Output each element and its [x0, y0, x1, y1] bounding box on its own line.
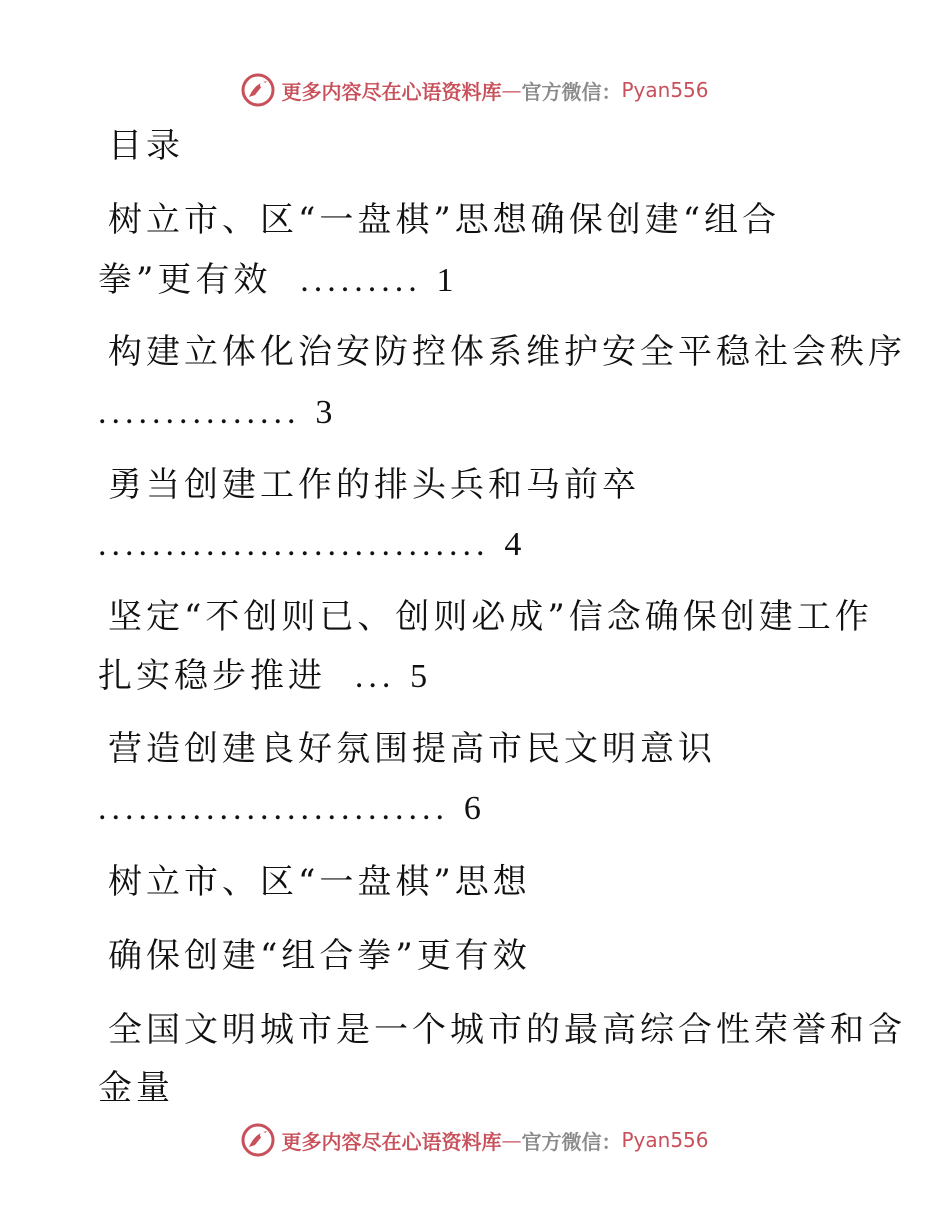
toc-entry-5-leader: .......................... — [98, 790, 449, 827]
toc-entry-2-page: 3 — [315, 394, 337, 431]
pen-logo-icon — [241, 73, 275, 107]
article-title-line-2: 确保创建“组合拳”更有效 — [108, 936, 531, 976]
wechat-id: Pyan556 — [621, 1128, 709, 1152]
watermark-dash: — — [501, 78, 522, 102]
toc-entry-1-continuation[interactable] — [98, 260, 458, 301]
toc-title: 目录 — [108, 126, 184, 166]
toc-entry-1-title[interactable]: 树立市、区“一盘棋”思想确保创建“组合 — [108, 200, 781, 240]
toc-entry-4-leader: ... — [354, 658, 396, 695]
toc-entry-2-title[interactable]: 构建立体化治安防控体系维护安全平稳社会秩序 — [108, 332, 906, 372]
toc-entry-5-page: 6 — [463, 790, 485, 827]
toc-entry-2-continuation[interactable] — [98, 392, 336, 433]
toc-entry-1-page: 1 — [436, 262, 458, 299]
toc-entry-5-title[interactable]: 营造创建良好氛围提高市民文明意识 — [108, 729, 716, 769]
toc-entry-4-title-cont: 扎实稳步推进 — [98, 656, 326, 696]
toc-entry-1-leader: ......... — [300, 262, 422, 299]
toc-entry-4-continuation[interactable] — [98, 656, 431, 697]
article-title-line-1: 树立市、区“一盘棋”思想 — [108, 862, 531, 902]
wechat-label: 官方微信： — [521, 1129, 622, 1154]
watermark-header — [0, 70, 950, 110]
article-body-line-2: 金量 — [98, 1068, 174, 1108]
toc-entry-2-leader: ............... — [98, 394, 301, 431]
toc-entry-4-page: 5 — [410, 658, 432, 695]
article-body-line-1: 全国文明城市是一个城市的最高综合性荣誉和含 — [108, 1010, 906, 1050]
wechat-label: 官方微信： — [521, 79, 622, 104]
toc-entry-3-continuation[interactable] — [98, 524, 525, 565]
wechat-id: Pyan556 — [621, 78, 709, 102]
toc-entry-1-title-cont: 拳”更有效 — [98, 260, 272, 300]
watermark-text: 更多内容尽在心语资料库 — [281, 79, 502, 104]
toc-entry-3-title[interactable]: 勇当创建工作的排头兵和马前卒 — [108, 465, 640, 505]
toc-entry-3-leader: ............................. — [98, 526, 490, 563]
toc-entry-4-title[interactable]: 坚定“不创则已、创则必成”信念确保创建工作 — [108, 597, 873, 637]
toc-entry-5-continuation[interactable] — [98, 788, 485, 829]
toc-entry-3-page: 4 — [504, 526, 526, 563]
watermark-text: 更多内容尽在心语资料库 — [281, 1129, 502, 1154]
watermark-dash: — — [501, 1128, 522, 1152]
pen-logo-icon — [241, 1123, 275, 1157]
watermark-footer — [0, 1120, 950, 1160]
